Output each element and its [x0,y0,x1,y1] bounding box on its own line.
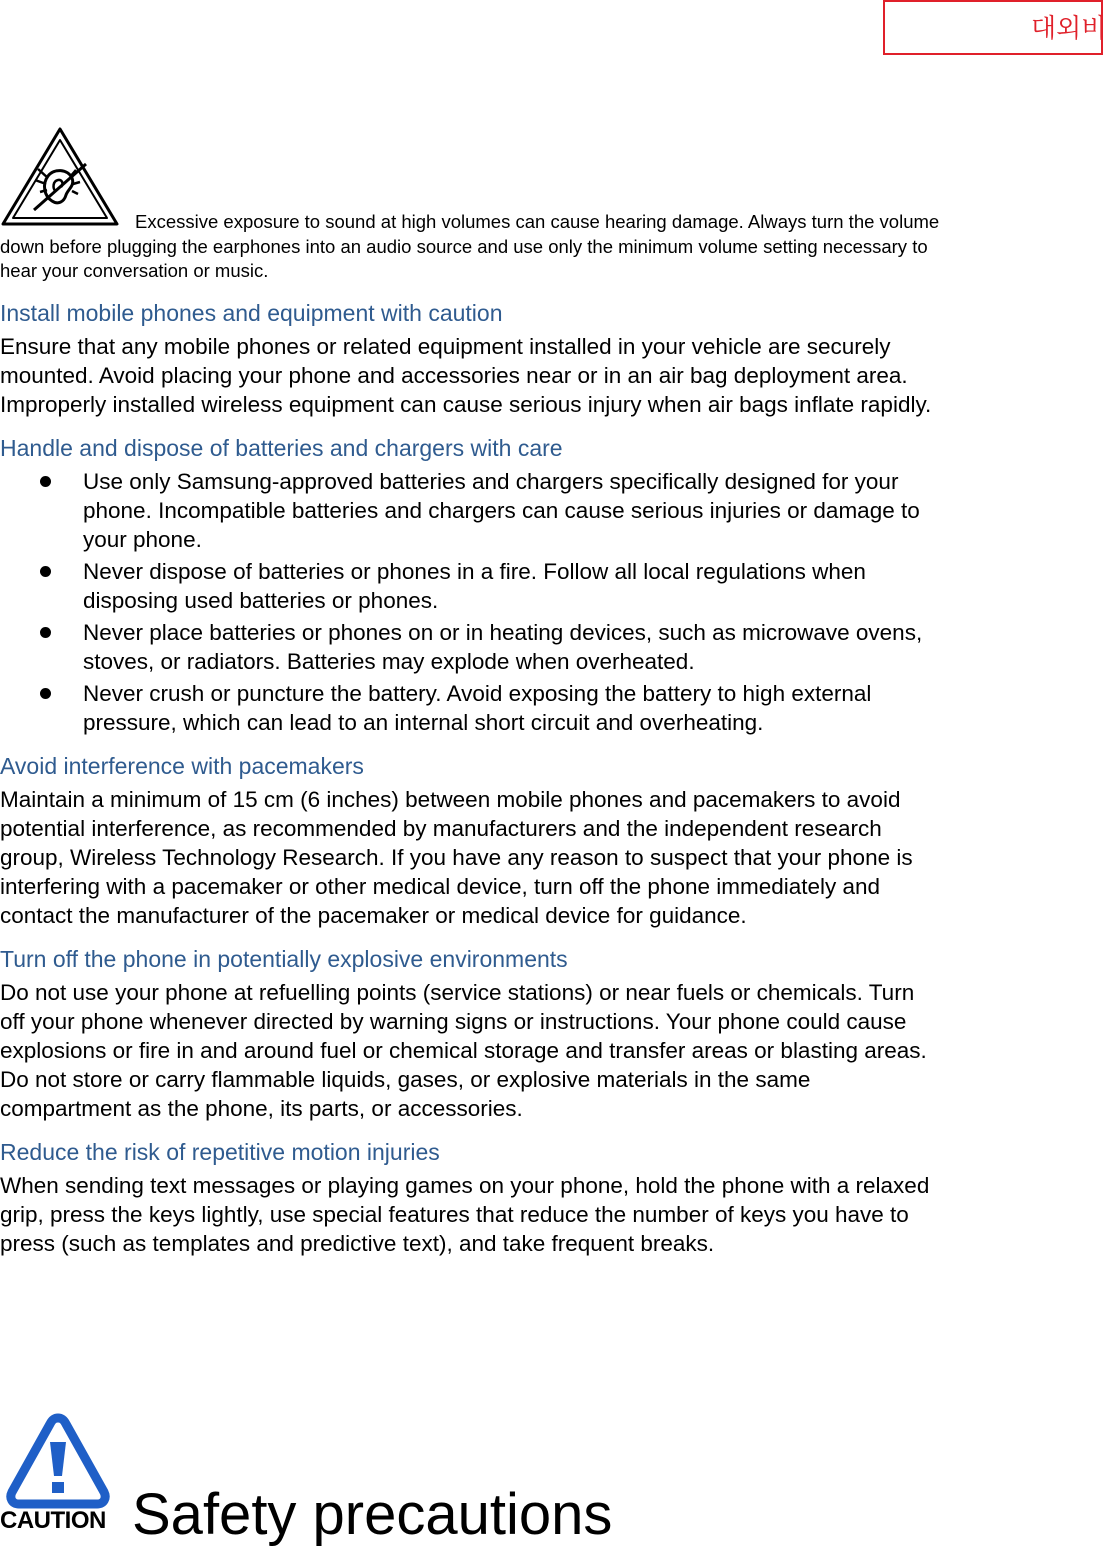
list-item [0,467,945,554]
safety-content [0,298,945,1272]
heading-repetitive: Reduce the risk of repetitive motion injuries [0,1139,440,1165]
page-title: Safety precautions [132,1482,613,1547]
paragraph-pacemakers: Maintain a minimum of 15 cm (6 inches) between mobile phones and pacemakers to avoid potential interference, as recommended by manufacturers and the independent research group, Wireless Technology Research. If you have any reason to suspect that your phone is interfering with a pacemaker or other medical device, turn off the phone immediately and contact the manufacturer of the pacemaker or medical device for guidance. [0,787,913,928]
heading-batteries: Handle and dispose of batteries and chargers with care [0,435,563,461]
bullet-dot [40,627,51,638]
heading-install: Install mobile phones and equipment with caution [0,300,503,326]
list-item-text: Never place batteries or phones on or in heating devices, such as microwave ovens, stoves, or radiators. Batteries may explode when overheated. [83,620,923,674]
list-item-text: Use only Samsung-approved batteries and chargers specifically designed for your phone. Incompatible batteries and chargers can cause serious injuries or damage to your phone. [83,469,920,552]
caution-label: CAUTION [0,1507,106,1534]
battery-bullet-list [0,467,945,737]
hearing-warning-text: Excessive exposure to sound at high volumes can cause hearing damage. Always turn the volume down before plugging the earphones into an audio source and use only the minimum volume setting necessary to hear your conversation or music. [0,211,940,281]
confidential-stamp: 대외비 [883,0,1103,55]
list-item-text: Never dispose of batteries or phones in a fire. Follow all local regulations when disposing used batteries or phones. [83,559,866,613]
list-item [0,679,945,737]
heading-pacemakers: Avoid interference with pacemakers [0,753,364,779]
bullet-dot [40,566,51,577]
bullet-dot [40,476,51,487]
list-item-text: Never crush or puncture the battery. Avoid exposing the battery to high external pressure, which can lead to an internal short circuit and overheating. [83,681,872,735]
paragraph-explosive: Do not use your phone at refuelling points (service stations) or near fuels or chemicals. Turn off your phone whenever directed by warning signs or instructions. Your phone could cause explosions or fire in and around fuel or chemical storage and transfer areas or blasting areas. Do not store or carry flammable liquids, gases, or explosive materials in the same compartment as the phone, its parts, or accessories. [0,980,927,1121]
list-item [0,618,945,676]
paragraph-repetitive: When sending text messages or playing games on your phone, hold the phone with a relaxed grip, press the keys lightly, use special features that reduce the number of keys you have to press (such as templates and predictive text), and take frequent breaks. [0,1173,930,1256]
bullet-dot [40,688,51,699]
paragraph-install: Ensure that any mobile phones or related equipment installed in your vehicle are securely mounted. Avoid placing your phone and accessories near or in an air bag deployment area. Improperly installed wireless equipment can cause serious injury when air bags inflate rapidly. [0,334,932,417]
heading-explosive: Turn off the phone in potentially explosive environments [0,946,568,972]
list-item [0,557,945,615]
